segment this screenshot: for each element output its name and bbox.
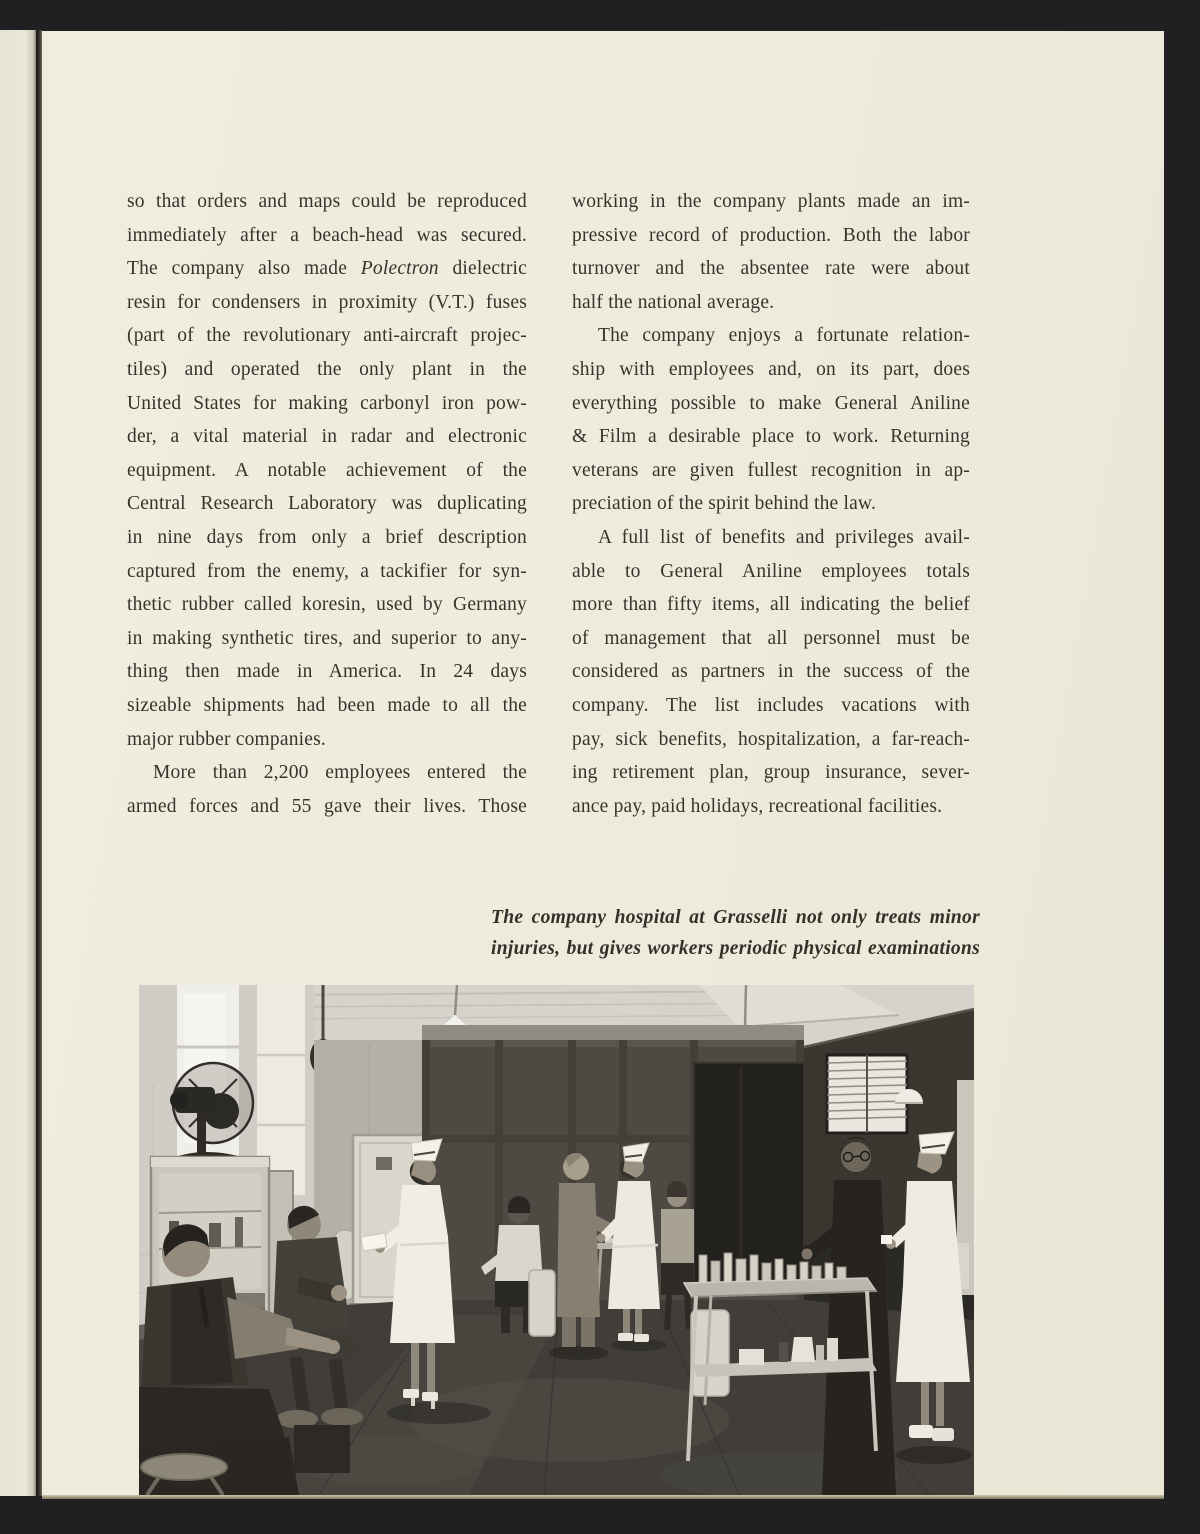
text-line: United States for making carbonyl iron pow- <box>127 392 527 414</box>
text-line: half the national average. <box>572 291 775 313</box>
text-line: turnover and the absentee rate were about <box>572 258 970 280</box>
text-line: ance pay, paid holidays, recreational facilities. <box>572 795 943 817</box>
text-line: tiles) and operated the only plant in the <box>127 358 527 380</box>
text-column-right <box>572 185 970 823</box>
text-line: Central Research Laboratory was duplicating <box>127 493 527 515</box>
text-line: able to General Aniline employees totals <box>572 560 970 582</box>
text-line: ing retirement plan, group insurance, sever- <box>572 762 970 784</box>
text-line: so that orders and maps could be reproduced <box>127 191 527 212</box>
previous-page-edge <box>0 30 36 1496</box>
text-line: armed forces and 55 gave their lives. Those <box>127 795 527 817</box>
text-line: in making synthetic tires, and superior to any- <box>127 627 527 649</box>
text-line: more than fifty items, all indicating the belief <box>572 594 970 616</box>
text-line: pay, sick benefits, hospitalization, a far-reach- <box>572 728 970 750</box>
open-doorway <box>694 1063 804 1291</box>
text-line: considered as partners in the success of the <box>572 661 970 683</box>
hospital-photo <box>139 985 974 1495</box>
text-line: A full list of benefits and privileges avail- <box>598 526 970 548</box>
text-line: The company hospital at Grasselli not only treats minor <box>491 907 980 928</box>
text-line: der, a vital material in radar and electronic <box>127 426 527 448</box>
text-line: thetic rubber called koresin, used by Germany <box>127 594 527 616</box>
text-column-left <box>127 185 527 823</box>
text-line: thing then made in America. In 24 days <box>127 661 527 683</box>
text-line: The company enjoys a fortunate relation- <box>598 325 970 347</box>
text-line: veterans are given fullest recognition in ap- <box>572 459 970 481</box>
text-line: The company also made Polectron dielectric <box>127 258 527 280</box>
text-line: immediately after a beach-head was secured. <box>127 224 527 246</box>
text-line: sizeable shipments had been made to all the <box>127 694 527 716</box>
text-line: resin for condensers in proximity (V.T.) fuses <box>127 291 527 313</box>
text-line: (part of the revolutionary anti-aircraft projec- <box>127 325 527 347</box>
text-line: equipment. A notable achievement of the <box>127 459 527 481</box>
text-line: working in the company plants made an im- <box>572 191 970 212</box>
text-line: everything possible to make General Aniline <box>572 392 970 414</box>
white-bin <box>529 1270 555 1336</box>
text-line: ship with employees and, on its part, does <box>572 358 970 380</box>
text-line: injuries, but gives workers periodic physical examinations <box>491 938 980 959</box>
text-line: company. The list includes vacations with <box>572 694 970 716</box>
text-line: preciation of the spirit behind the law. <box>572 493 877 515</box>
text-line: captured from the enemy, a tackifier for syn- <box>127 560 527 582</box>
text-line: More than 2,200 employees entered the <box>153 762 527 784</box>
text-line: in nine days from only a brief description <box>127 526 527 548</box>
page <box>42 31 1164 1495</box>
hospital-photo-illustration <box>139 985 974 1495</box>
text-line: pressive record of production. Both the labor <box>572 224 970 246</box>
blind-window <box>827 1055 907 1133</box>
text-line: of management that all personnel must be <box>572 627 970 649</box>
photo-caption <box>491 902 980 964</box>
text-line: & Film a desirable place to work. Returning <box>572 426 970 448</box>
text-line: major rubber companies. <box>127 728 326 750</box>
page-bottom-edge <box>42 1495 1164 1499</box>
